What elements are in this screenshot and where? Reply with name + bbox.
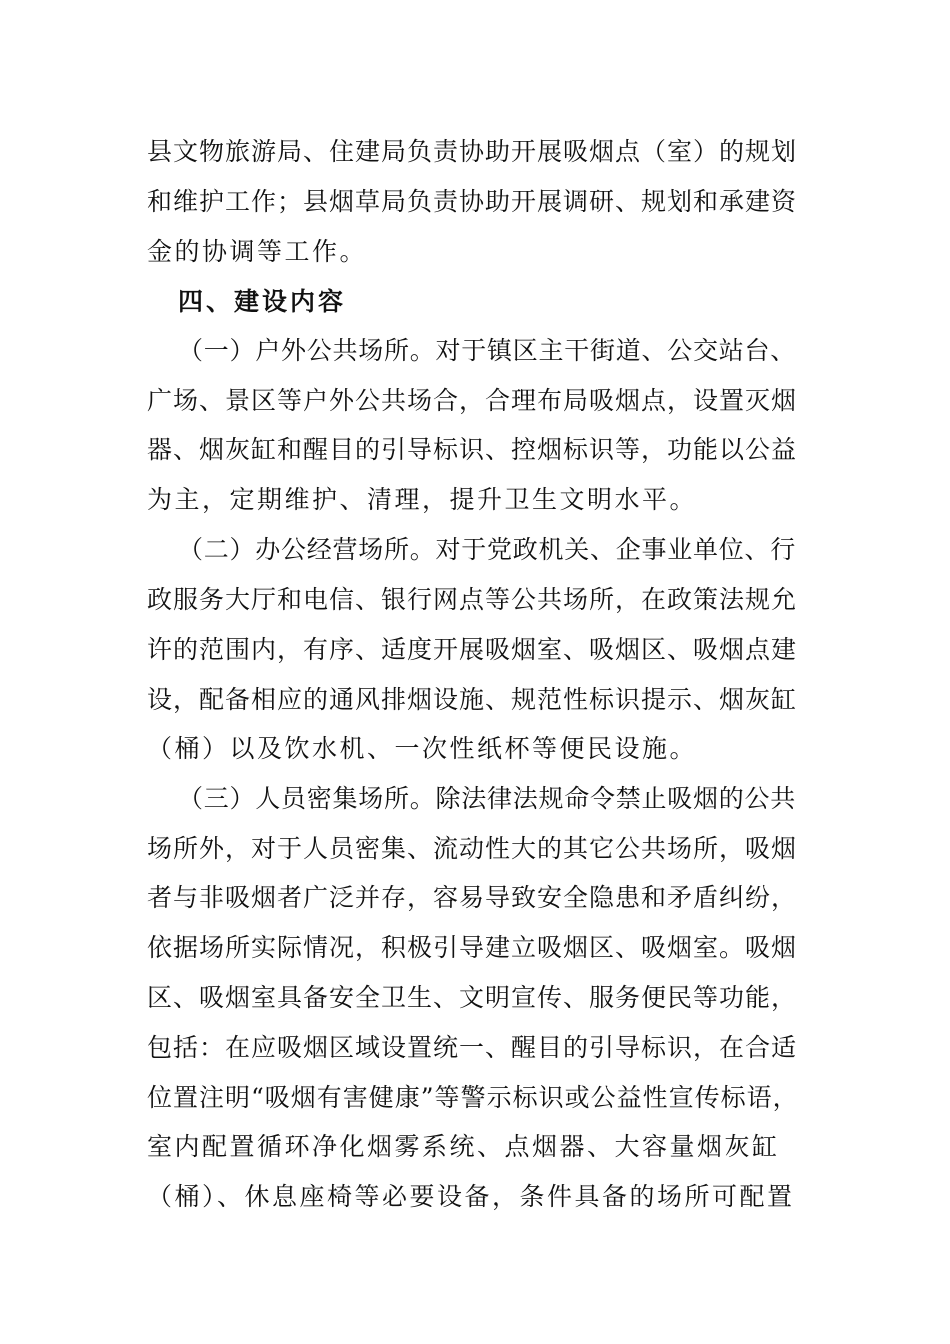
item2-line-5: （桶）以及饮水机、一次性纸杯等便民设施。 [147,734,698,763]
item1-line-1: （一）户外公共场所。对于镇区主干街道、公交站台、 [178,336,797,365]
item3-line-3: 者与非吸烟者广泛并存，容易导致安全隐患和矛盾纠纷， [147,883,798,912]
item2-line-4: 设，配备相应的通风排烟设施、规范性标识提示、烟灰缸 [147,685,798,714]
item3-line-7: 位置注明“吸烟有害健康”等警示标识或公益性宣传标语， [147,1083,799,1112]
item2-line-1: （二）办公经营场所。对于党政机关、企事业单位、行 [178,535,797,564]
item1-line-4: 为主，定期维护、清理，提升卫生文明水平。 [147,485,698,514]
item3-line-1: （三）人员密集场所。除法律法规命令禁止吸烟的公共 [178,784,797,813]
item2-line-2: 政服务大厅和电信、银行网点等公共场所，在政策法规允 [147,585,798,614]
item1-line-3: 器、烟灰缸和醒目的引导标识、控烟标识等，功能以公益 [147,435,798,464]
intro-line-1: 县文物旅游局、住建局负责协助开展吸烟点（室）的规划 [147,137,798,166]
section-heading: 四、建设内容 [178,287,347,316]
item2-line-3: 许的范围内，有序、适度开展吸烟室、吸烟区、吸烟点建 [147,635,798,664]
item3-line-2: 场所外，对于人员密集、流动性大的其它公共场所，吸烟 [147,834,798,863]
intro-line-3: 金的协调等工作。 [147,237,368,266]
intro-line-2: 和维护工作；县烟草局负责协助开展调研、规划和承建资 [147,187,798,216]
item3-line-6: 包括：在应吸烟区域设置统一、醒目的引导标识，在合适 [147,1033,798,1062]
item3-line-4: 依据场所实际情况，积极引导建立吸烟区、吸烟室。吸烟 [147,933,798,962]
item3-line-8: 室内配置循环净化烟雾系统、点烟器、大容量烟灰缸 [147,1132,780,1161]
item1-line-2: 广场、景区等户外公共场合，合理布局吸烟点，设置灭烟 [147,386,798,415]
item3-line-9: （桶）、休息座椅等必要设备，条件具备的场所可配置 [147,1182,795,1211]
item3-line-5: 区、吸烟室具备安全卫生、文明宣传、服务便民等功能， [147,983,798,1012]
